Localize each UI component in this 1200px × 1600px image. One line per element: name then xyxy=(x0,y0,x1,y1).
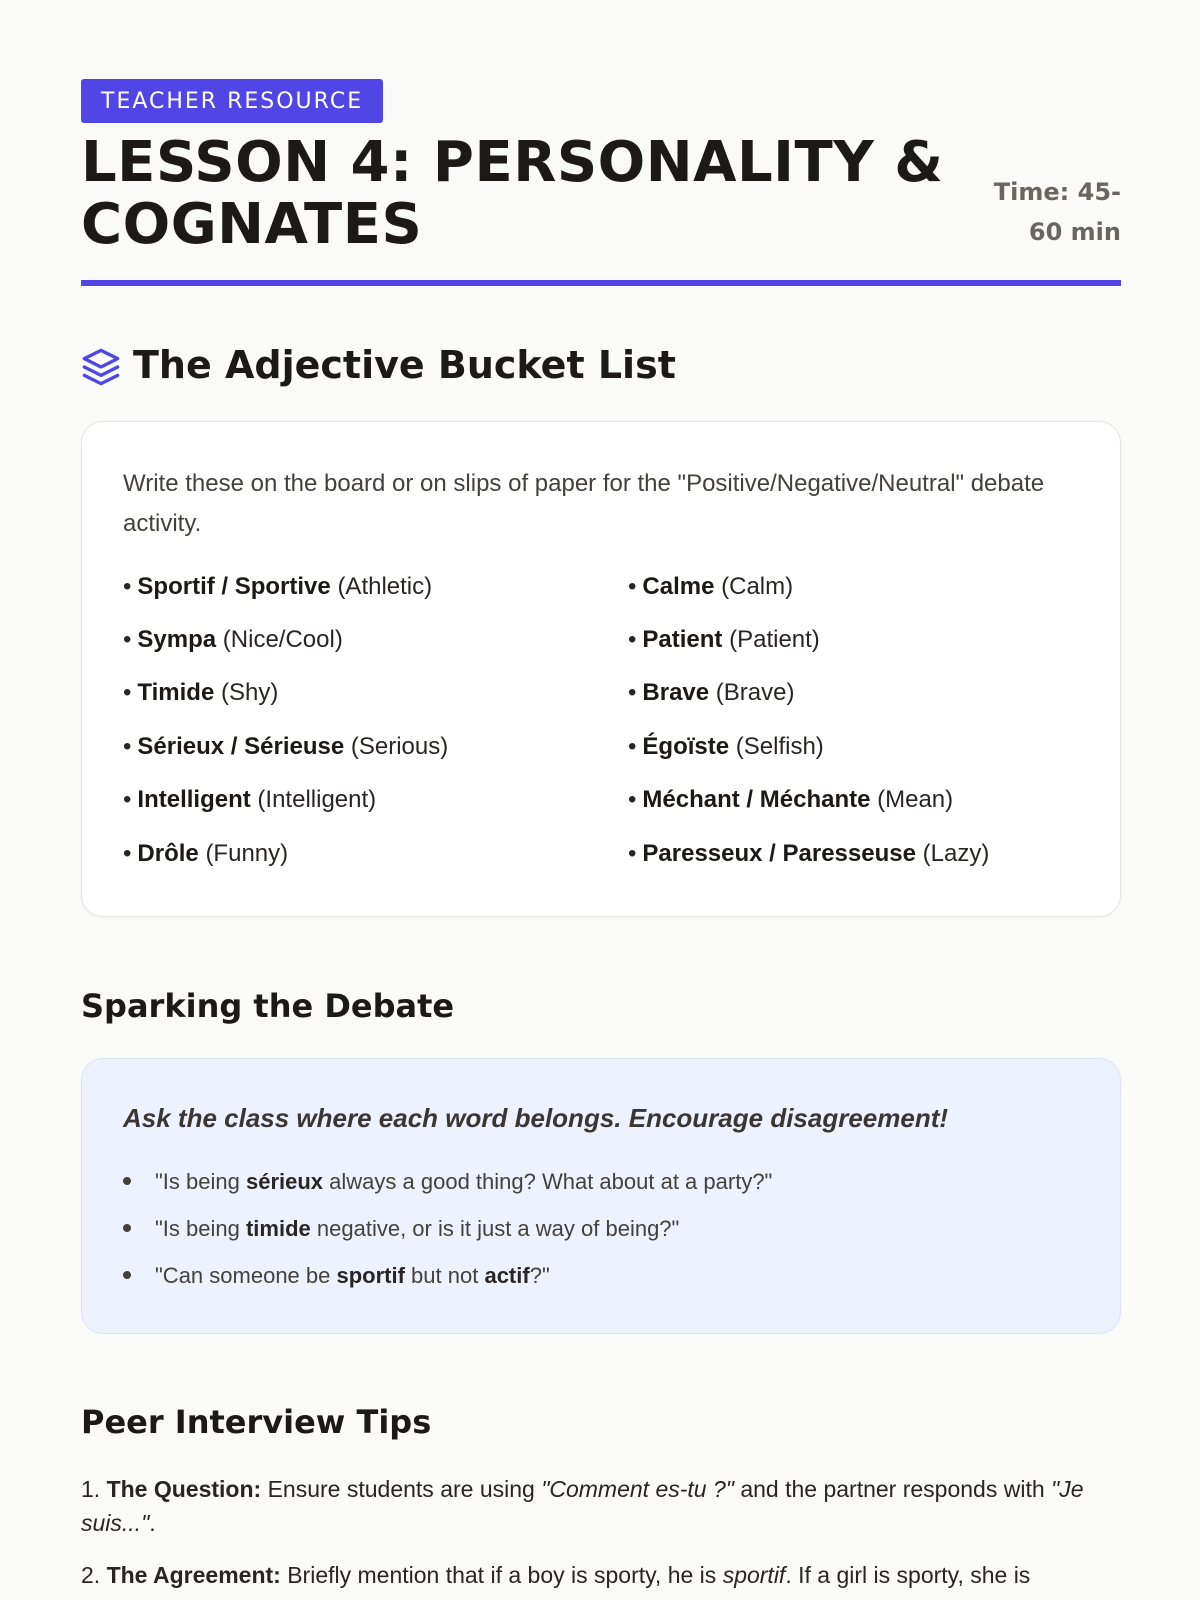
list-item: • Drôle (Funny) xyxy=(123,840,289,867)
list-item: "Can someone be sportif but not actif?" xyxy=(123,1263,550,1289)
list-item: • Paresseux / Paresseuse (Lazy) xyxy=(628,840,990,867)
lesson-duration: Time: 45-60 min xyxy=(993,178,1121,246)
debate-heading: Sparking the Debate xyxy=(81,987,455,1025)
debate-callout xyxy=(81,1058,1121,1334)
list-item: "Is being sérieux always a good thing? What about at a party?" xyxy=(123,1169,772,1195)
layers-icon xyxy=(81,347,121,387)
callout-lead: Ask the class where each word belongs. Encourage disagreement! xyxy=(123,1103,949,1133)
list-item: • Sérieux / Sérieuse (Serious) xyxy=(123,733,449,760)
teacher-resource-badge: TEACHER RESOURCE xyxy=(81,79,383,123)
list-item: • Sportif / Sportive (Athletic) xyxy=(123,573,433,600)
tip-item: 1. The Question: Ensure students are using "Comment es-tu ?" and the partner responds with "Je suis...". xyxy=(81,1476,1084,1536)
tips-heading: Peer Interview Tips xyxy=(81,1403,432,1441)
list-item: • Sympa (Nice/Cool) xyxy=(123,626,343,653)
card-intro-text: Write these on the board or on slips of paper for the "Positive/Negative/Neutral" debate activity. xyxy=(123,470,1045,537)
list-item: "Is being timide negative, or is it just a way of being?" xyxy=(123,1216,679,1242)
list-item: • Égoïste (Selfish) xyxy=(628,733,824,760)
list-item: • Patient (Patient) xyxy=(628,626,820,653)
list-item: • Brave (Brave) xyxy=(628,679,795,706)
header-divider xyxy=(81,280,1121,286)
page-title: LESSON 4: PERSONALITY & COGNATES xyxy=(81,130,944,257)
adjective-card xyxy=(81,421,1121,917)
list-item: • Intelligent (Intelligent) xyxy=(123,786,377,813)
list-item: • Calme (Calm) xyxy=(628,573,794,600)
list-item: • Méchant / Méchante (Mean) xyxy=(628,786,954,813)
list-item: • Timide (Shy) xyxy=(123,679,279,706)
tip-item: 2. The Agreement: Briefly mention that if a boy is sporty, he is sportif. If a girl is sporty, she is xyxy=(81,1562,1031,1588)
bucket-list-heading: The Adjective Bucket List xyxy=(133,343,676,387)
